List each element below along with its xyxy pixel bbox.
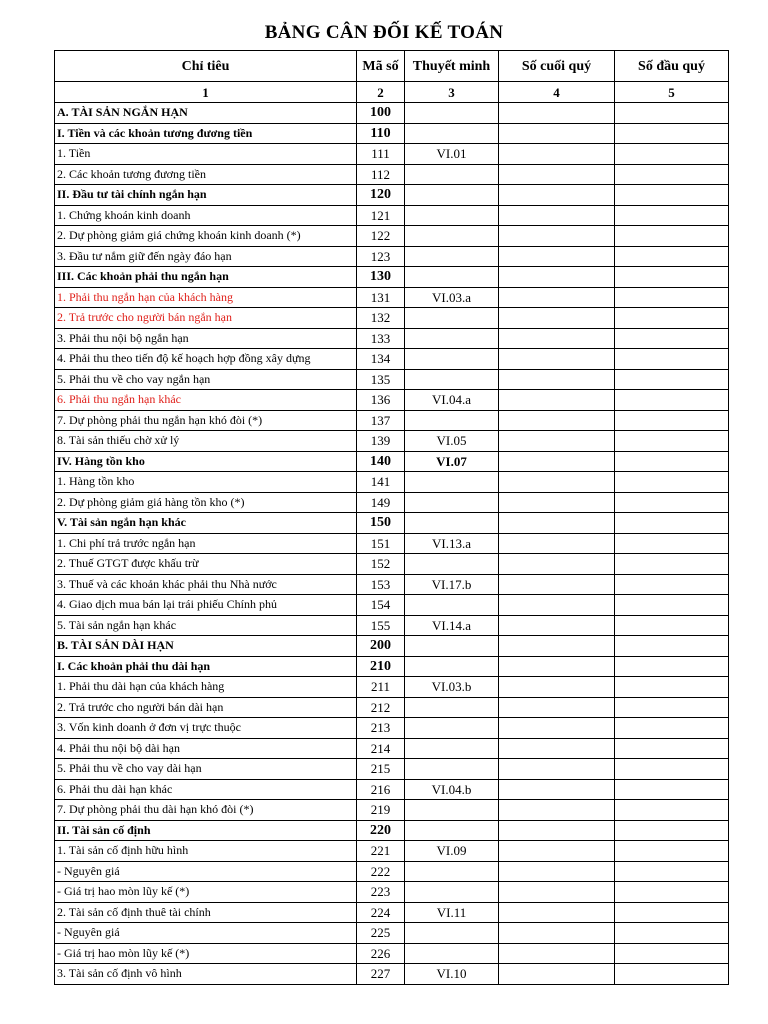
row-start-of-quarter-value bbox=[615, 451, 729, 472]
row-code: 137 bbox=[357, 410, 405, 431]
row-end-of-quarter-value bbox=[499, 697, 615, 718]
row-note bbox=[405, 923, 499, 944]
row-note: VI.13.a bbox=[405, 533, 499, 554]
row-code: 222 bbox=[357, 861, 405, 882]
row-note bbox=[405, 349, 499, 370]
row-code: 134 bbox=[357, 349, 405, 370]
table-row bbox=[55, 861, 729, 882]
table-row bbox=[55, 779, 729, 800]
row-code: 215 bbox=[357, 759, 405, 780]
row-end-of-quarter-value bbox=[499, 369, 615, 390]
row-code: 122 bbox=[357, 226, 405, 247]
table-row bbox=[55, 349, 729, 370]
row-end-of-quarter-value bbox=[499, 595, 615, 616]
table-body bbox=[55, 103, 729, 985]
row-note bbox=[405, 246, 499, 267]
row-start-of-quarter-value bbox=[615, 882, 729, 903]
row-start-of-quarter-value bbox=[615, 513, 729, 534]
row-start-of-quarter-value bbox=[615, 267, 729, 288]
table-row bbox=[55, 841, 729, 862]
table-row bbox=[55, 287, 729, 308]
row-note bbox=[405, 718, 499, 739]
row-note bbox=[405, 267, 499, 288]
row-indicator-name: - Giá trị hao mòn lũy kế (*) bbox=[55, 943, 357, 964]
row-note bbox=[405, 820, 499, 841]
row-indicator-name: 8. Tài sản thiếu chờ xử lý bbox=[55, 431, 357, 452]
row-note bbox=[405, 103, 499, 124]
row-indicator-name: 2. Các khoản tương đương tiền bbox=[55, 164, 357, 185]
row-start-of-quarter-value bbox=[615, 226, 729, 247]
row-end-of-quarter-value bbox=[499, 308, 615, 329]
row-code: 150 bbox=[357, 513, 405, 534]
row-code: 220 bbox=[357, 820, 405, 841]
row-code: 154 bbox=[357, 595, 405, 616]
row-start-of-quarter-value bbox=[615, 923, 729, 944]
table-row bbox=[55, 246, 729, 267]
table-row bbox=[55, 718, 729, 739]
row-code: 227 bbox=[357, 964, 405, 985]
row-code: 140 bbox=[357, 451, 405, 472]
row-code: 131 bbox=[357, 287, 405, 308]
row-code: 224 bbox=[357, 902, 405, 923]
row-end-of-quarter-value bbox=[499, 923, 615, 944]
row-indicator-name: 2. Dự phòng giảm giá chứng khoán kinh doanh (*) bbox=[55, 226, 357, 247]
row-end-of-quarter-value bbox=[499, 492, 615, 513]
row-start-of-quarter-value bbox=[615, 800, 729, 821]
row-end-of-quarter-value bbox=[499, 533, 615, 554]
table-row bbox=[55, 451, 729, 472]
table-row bbox=[55, 697, 729, 718]
table-row bbox=[55, 677, 729, 698]
column-number: 2 bbox=[357, 82, 405, 103]
row-indicator-name: II. Tài sản cố định bbox=[55, 820, 357, 841]
table-row bbox=[55, 964, 729, 985]
row-end-of-quarter-value bbox=[499, 779, 615, 800]
row-note bbox=[405, 943, 499, 964]
row-note: VI.01 bbox=[405, 144, 499, 165]
row-code: 151 bbox=[357, 533, 405, 554]
row-end-of-quarter-value bbox=[499, 349, 615, 370]
row-end-of-quarter-value bbox=[499, 943, 615, 964]
row-code: 120 bbox=[357, 185, 405, 206]
row-code: 136 bbox=[357, 390, 405, 411]
row-note bbox=[405, 759, 499, 780]
row-start-of-quarter-value bbox=[615, 636, 729, 657]
row-end-of-quarter-value bbox=[499, 205, 615, 226]
row-end-of-quarter-value bbox=[499, 431, 615, 452]
row-start-of-quarter-value bbox=[615, 205, 729, 226]
row-start-of-quarter-value bbox=[615, 308, 729, 329]
table-row bbox=[55, 595, 729, 616]
row-start-of-quarter-value bbox=[615, 943, 729, 964]
row-start-of-quarter-value bbox=[615, 492, 729, 513]
row-end-of-quarter-value bbox=[499, 246, 615, 267]
table-row bbox=[55, 185, 729, 206]
table-row bbox=[55, 492, 729, 513]
table-row bbox=[55, 738, 729, 759]
table-row bbox=[55, 656, 729, 677]
table-row bbox=[55, 390, 729, 411]
row-indicator-name: III. Các khoản phải thu ngắn hạn bbox=[55, 267, 357, 288]
row-indicator-name: - Giá trị hao mòn lũy kế (*) bbox=[55, 882, 357, 903]
row-end-of-quarter-value bbox=[499, 164, 615, 185]
row-code: 135 bbox=[357, 369, 405, 390]
row-note: VI.03.a bbox=[405, 287, 499, 308]
row-code: 112 bbox=[357, 164, 405, 185]
row-code: 212 bbox=[357, 697, 405, 718]
row-note: VI.07 bbox=[405, 451, 499, 472]
row-indicator-name: 3. Tài sản cố định vô hình bbox=[55, 964, 357, 985]
row-code: 211 bbox=[357, 677, 405, 698]
row-note: VI.14.a bbox=[405, 615, 499, 636]
row-note bbox=[405, 697, 499, 718]
table-row bbox=[55, 144, 729, 165]
row-code: 219 bbox=[357, 800, 405, 821]
row-end-of-quarter-value bbox=[499, 574, 615, 595]
row-note bbox=[405, 472, 499, 493]
table-row bbox=[55, 472, 729, 493]
row-start-of-quarter-value bbox=[615, 144, 729, 165]
row-end-of-quarter-value bbox=[499, 328, 615, 349]
row-end-of-quarter-value bbox=[499, 882, 615, 903]
row-end-of-quarter-value bbox=[499, 410, 615, 431]
row-code: 210 bbox=[357, 656, 405, 677]
row-note bbox=[405, 513, 499, 534]
page-title: BẢNG CÂN ĐỐI KẾ TOÁN bbox=[264, 22, 504, 43]
row-note bbox=[405, 226, 499, 247]
row-indicator-name: 2. Tài sản cố định thuê tài chính bbox=[55, 902, 357, 923]
row-start-of-quarter-value bbox=[615, 677, 729, 698]
table-row bbox=[55, 164, 729, 185]
row-start-of-quarter-value bbox=[615, 185, 729, 206]
row-end-of-quarter-value bbox=[499, 902, 615, 923]
row-code: 223 bbox=[357, 882, 405, 903]
row-code: 149 bbox=[357, 492, 405, 513]
row-code: 153 bbox=[357, 574, 405, 595]
table-row bbox=[55, 759, 729, 780]
row-end-of-quarter-value bbox=[499, 472, 615, 493]
row-indicator-name: 4. Phải thu nội bộ dài hạn bbox=[55, 738, 357, 759]
row-end-of-quarter-value bbox=[499, 656, 615, 677]
row-note: VI.17.b bbox=[405, 574, 499, 595]
table-row bbox=[55, 513, 729, 534]
row-code: 139 bbox=[357, 431, 405, 452]
row-start-of-quarter-value bbox=[615, 820, 729, 841]
row-indicator-name: 3. Vốn kinh doanh ở đơn vị trực thuộc bbox=[55, 718, 357, 739]
row-indicator-name: A. TÀI SẢN NGẮN HẠN bbox=[55, 103, 357, 124]
row-code: 130 bbox=[357, 267, 405, 288]
row-start-of-quarter-value bbox=[615, 369, 729, 390]
row-indicator-name: 1. Tiền bbox=[55, 144, 357, 165]
row-start-of-quarter-value bbox=[615, 246, 729, 267]
row-indicator-name: 1. Phải thu ngắn hạn của khách hàng bbox=[55, 287, 357, 308]
table-row bbox=[55, 902, 729, 923]
row-code: 141 bbox=[357, 472, 405, 493]
column-header-indicator: Chỉ tiêu bbox=[55, 51, 357, 82]
row-note bbox=[405, 554, 499, 575]
table-row bbox=[55, 267, 729, 288]
row-note bbox=[405, 205, 499, 226]
row-indicator-name: 4. Phải thu theo tiến độ kế hoạch hợp đồng xây dựng bbox=[55, 349, 357, 370]
row-indicator-name: IV. Hàng tồn kho bbox=[55, 451, 357, 472]
row-end-of-quarter-value bbox=[499, 185, 615, 206]
row-indicator-name: 3. Thuế và các khoản khác phải thu Nhà nước bbox=[55, 574, 357, 595]
column-header-end-of-quarter: Số cuối quý bbox=[499, 51, 615, 82]
row-end-of-quarter-value bbox=[499, 144, 615, 165]
row-indicator-name: 3. Phải thu nội bộ ngắn hạn bbox=[55, 328, 357, 349]
row-end-of-quarter-value bbox=[499, 677, 615, 698]
row-note: VI.09 bbox=[405, 841, 499, 862]
row-code: 213 bbox=[357, 718, 405, 739]
column-number: 3 bbox=[405, 82, 499, 103]
row-indicator-name: 7. Dự phòng phải thu ngắn hạn khó đòi (*) bbox=[55, 410, 357, 431]
table-row bbox=[55, 574, 729, 595]
row-end-of-quarter-value bbox=[499, 103, 615, 124]
table-row bbox=[55, 226, 729, 247]
table-row bbox=[55, 820, 729, 841]
table-row bbox=[55, 554, 729, 575]
row-note: VI.10 bbox=[405, 964, 499, 985]
row-indicator-name: - Nguyên giá bbox=[55, 861, 357, 882]
row-start-of-quarter-value bbox=[615, 390, 729, 411]
row-code: 111 bbox=[357, 144, 405, 165]
row-start-of-quarter-value bbox=[615, 841, 729, 862]
row-indicator-name: 1. Chứng khoán kinh doanh bbox=[55, 205, 357, 226]
row-end-of-quarter-value bbox=[499, 636, 615, 657]
row-end-of-quarter-value bbox=[499, 615, 615, 636]
row-note bbox=[405, 410, 499, 431]
column-header-start-of-quarter: Số đầu quý bbox=[615, 51, 729, 82]
row-note: VI.04.b bbox=[405, 779, 499, 800]
row-start-of-quarter-value bbox=[615, 861, 729, 882]
row-start-of-quarter-value bbox=[615, 328, 729, 349]
row-indicator-name: 5. Phải thu về cho vay dài hạn bbox=[55, 759, 357, 780]
row-end-of-quarter-value bbox=[499, 554, 615, 575]
row-start-of-quarter-value bbox=[615, 656, 729, 677]
row-end-of-quarter-value bbox=[499, 123, 615, 144]
row-indicator-name: 2. Trả trước cho người bán ngắn hạn bbox=[55, 308, 357, 329]
row-indicator-name: 1. Chi phí trả trước ngắn hạn bbox=[55, 533, 357, 554]
row-start-of-quarter-value bbox=[615, 554, 729, 575]
table-row bbox=[55, 410, 729, 431]
row-indicator-name: 1. Phải thu dài hạn của khách hàng bbox=[55, 677, 357, 698]
table-row bbox=[55, 533, 729, 554]
column-number: 1 bbox=[55, 82, 357, 103]
row-indicator-name: 5. Tài sản ngắn hạn khác bbox=[55, 615, 357, 636]
row-code: 123 bbox=[357, 246, 405, 267]
row-note bbox=[405, 800, 499, 821]
row-end-of-quarter-value bbox=[499, 800, 615, 821]
table-row bbox=[55, 431, 729, 452]
row-code: 100 bbox=[357, 103, 405, 124]
row-start-of-quarter-value bbox=[615, 779, 729, 800]
row-start-of-quarter-value bbox=[615, 410, 729, 431]
row-indicator-name: 6. Phải thu ngắn hạn khác bbox=[55, 390, 357, 411]
table-row bbox=[55, 882, 729, 903]
row-code: 221 bbox=[357, 841, 405, 862]
row-start-of-quarter-value bbox=[615, 123, 729, 144]
row-code: 132 bbox=[357, 308, 405, 329]
row-indicator-name: 6. Phải thu dài hạn khác bbox=[55, 779, 357, 800]
row-end-of-quarter-value bbox=[499, 718, 615, 739]
column-number-row bbox=[55, 82, 729, 103]
row-code: 121 bbox=[357, 205, 405, 226]
row-start-of-quarter-value bbox=[615, 759, 729, 780]
table-row bbox=[55, 800, 729, 821]
row-end-of-quarter-value bbox=[499, 759, 615, 780]
table-row bbox=[55, 615, 729, 636]
row-indicator-name: 4. Giao dịch mua bán lại trái phiếu Chính phủ bbox=[55, 595, 357, 616]
row-note bbox=[405, 123, 499, 144]
column-number: 4 bbox=[499, 82, 615, 103]
row-start-of-quarter-value bbox=[615, 472, 729, 493]
row-note bbox=[405, 369, 499, 390]
row-note: VI.04.a bbox=[405, 390, 499, 411]
table-row bbox=[55, 308, 729, 329]
row-indicator-name: I. Các khoản phải thu dài hạn bbox=[55, 656, 357, 677]
row-note bbox=[405, 308, 499, 329]
row-start-of-quarter-value bbox=[615, 574, 729, 595]
row-start-of-quarter-value bbox=[615, 287, 729, 308]
table-row bbox=[55, 369, 729, 390]
row-start-of-quarter-value bbox=[615, 595, 729, 616]
column-number: 5 bbox=[615, 82, 729, 103]
row-note bbox=[405, 164, 499, 185]
row-code: 155 bbox=[357, 615, 405, 636]
row-note bbox=[405, 861, 499, 882]
row-indicator-name: - Nguyên giá bbox=[55, 923, 357, 944]
row-end-of-quarter-value bbox=[499, 267, 615, 288]
row-note: VI.11 bbox=[405, 902, 499, 923]
table-row bbox=[55, 103, 729, 124]
row-note bbox=[405, 185, 499, 206]
row-start-of-quarter-value bbox=[615, 964, 729, 985]
table-row bbox=[55, 123, 729, 144]
row-note bbox=[405, 656, 499, 677]
row-note: VI.05 bbox=[405, 431, 499, 452]
row-note bbox=[405, 636, 499, 657]
row-indicator-name: 2. Thuế GTGT được khấu trừ bbox=[55, 554, 357, 575]
row-start-of-quarter-value bbox=[615, 902, 729, 923]
row-end-of-quarter-value bbox=[499, 226, 615, 247]
table-row bbox=[55, 636, 729, 657]
row-end-of-quarter-value bbox=[499, 390, 615, 411]
row-note bbox=[405, 595, 499, 616]
row-start-of-quarter-value bbox=[615, 431, 729, 452]
row-indicator-name: 1. Tài sản cố định hữu hình bbox=[55, 841, 357, 862]
row-indicator-name: 5. Phải thu về cho vay ngắn hạn bbox=[55, 369, 357, 390]
row-note bbox=[405, 492, 499, 513]
table-row bbox=[55, 328, 729, 349]
row-indicator-name: 7. Dự phòng phải thu dài hạn khó đòi (*) bbox=[55, 800, 357, 821]
row-note bbox=[405, 882, 499, 903]
table-row bbox=[55, 205, 729, 226]
row-indicator-name: 1. Hàng tồn kho bbox=[55, 472, 357, 493]
row-end-of-quarter-value bbox=[499, 820, 615, 841]
row-indicator-name: 2. Dự phòng giảm giá hàng tồn kho (*) bbox=[55, 492, 357, 513]
row-end-of-quarter-value bbox=[499, 451, 615, 472]
row-code: 152 bbox=[357, 554, 405, 575]
row-note: VI.03.b bbox=[405, 677, 499, 698]
row-start-of-quarter-value bbox=[615, 738, 729, 759]
row-start-of-quarter-value bbox=[615, 103, 729, 124]
column-header-row bbox=[55, 51, 729, 82]
row-code: 225 bbox=[357, 923, 405, 944]
row-end-of-quarter-value bbox=[499, 738, 615, 759]
row-start-of-quarter-value bbox=[615, 164, 729, 185]
column-header-code: Mã số bbox=[357, 51, 405, 82]
row-start-of-quarter-value bbox=[615, 718, 729, 739]
row-start-of-quarter-value bbox=[615, 615, 729, 636]
balance-sheet-table bbox=[54, 50, 729, 985]
row-indicator-name: B. TÀI SẢN DÀI HẠN bbox=[55, 636, 357, 657]
row-indicator-name: 2. Trả trước cho người bán dài hạn bbox=[55, 697, 357, 718]
row-start-of-quarter-value bbox=[615, 697, 729, 718]
row-start-of-quarter-value bbox=[615, 533, 729, 554]
row-code: 200 bbox=[357, 636, 405, 657]
row-code: 110 bbox=[357, 123, 405, 144]
row-code: 216 bbox=[357, 779, 405, 800]
row-code: 214 bbox=[357, 738, 405, 759]
row-end-of-quarter-value bbox=[499, 841, 615, 862]
row-note bbox=[405, 328, 499, 349]
row-indicator-name: V. Tài sản ngắn hạn khác bbox=[55, 513, 357, 534]
column-header-note: Thuyết minh bbox=[405, 51, 499, 82]
row-code: 226 bbox=[357, 943, 405, 964]
row-indicator-name: I. Tiền và các khoản tương đương tiền bbox=[55, 123, 357, 144]
row-end-of-quarter-value bbox=[499, 964, 615, 985]
row-end-of-quarter-value bbox=[499, 861, 615, 882]
row-note bbox=[405, 738, 499, 759]
row-end-of-quarter-value bbox=[499, 513, 615, 534]
row-indicator-name: 3. Đầu tư nắm giữ đến ngày đáo hạn bbox=[55, 246, 357, 267]
row-code: 133 bbox=[357, 328, 405, 349]
row-start-of-quarter-value bbox=[615, 349, 729, 370]
row-indicator-name: II. Đầu tư tài chính ngắn hạn bbox=[55, 185, 357, 206]
table-row bbox=[55, 943, 729, 964]
table-row bbox=[55, 923, 729, 944]
row-end-of-quarter-value bbox=[499, 287, 615, 308]
